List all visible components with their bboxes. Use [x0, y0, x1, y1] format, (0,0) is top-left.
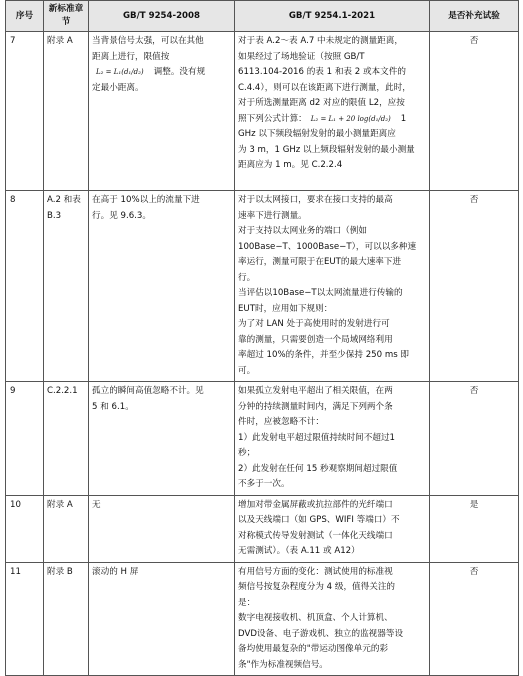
row-clause: 附录 A — [44, 32, 89, 191]
text-line: 如果经过了场地验证（按照 GB/T — [238, 51, 365, 62]
table-row — [6, 32, 519, 191]
row-new-text — [235, 382, 430, 496]
row-old-text — [89, 495, 235, 562]
text-line: 靠的测量，只需要创造一个局域网络利用 — [238, 334, 393, 345]
text-line: 1 — [400, 113, 407, 124]
text-line: 是： — [238, 597, 256, 608]
text-line: 对称模式传导发射测试（一体化天线端口 — [238, 530, 393, 541]
table-row — [6, 495, 519, 562]
text-line: 100Base−T、1000Base−T），可以以多种速 — [238, 241, 417, 252]
comparison-table — [5, 0, 519, 676]
text-line: 在高于 10%以上的流量下进 — [92, 195, 200, 205]
text-line: 数字电视接收机、机顶盒、个人计算机、 — [238, 613, 393, 623]
text-line: 为 3 m，1 GHz 以上频段辐射发射的最小测量 — [238, 144, 415, 155]
text-line: 以及天线端口（如 GPS、WIFI 等端口）不 — [238, 515, 400, 525]
text-line: 率超过 10%的条件，并至少保持 250 ms 即 — [238, 350, 409, 360]
header-extra-test: 是否补充试验 — [430, 1, 519, 32]
text-line: EUT时，应用如下规则： — [238, 303, 333, 314]
text-line: 不多于一次。 — [238, 479, 290, 489]
text-line: 件时，应被忽略不计： — [238, 417, 324, 427]
row-old-text — [89, 32, 235, 191]
row-new-text — [235, 562, 430, 676]
row-extra: 否 — [430, 562, 519, 676]
row-clause: 附录 A — [44, 495, 89, 562]
text-line: DVD设备、电子游戏机、独立的监视器等设 — [238, 628, 404, 639]
table-header-row — [6, 1, 519, 32]
old-formula: L₂ = L₁(d₁/d₂) — [96, 68, 144, 76]
formula-line — [92, 65, 231, 81]
row-clause: 附录 B — [44, 562, 89, 676]
row-no: 11 — [6, 562, 44, 676]
text-line: 为了对 LAN 处于高使用时的发射进行可 — [238, 319, 390, 329]
text-line: 备均使用最复杂的"带运动图像单元的彩 — [238, 644, 389, 654]
text-line: 距离上进行，限值按 — [92, 51, 170, 62]
text-line: 有用信号方面的变化：测试使用的标准视 — [238, 566, 393, 577]
text-line: 条"作为标准视频信号。 — [238, 659, 328, 670]
text-line: 调整。没有规 — [153, 67, 206, 77]
table-row — [6, 562, 519, 676]
formula-line — [238, 112, 426, 128]
text-line: 速率下进行测量。 — [238, 210, 307, 221]
text-line: 距离应为 1 m。见 C.2.2.4 — [238, 160, 343, 170]
row-extra: 否 — [430, 32, 519, 191]
text-line: GHz 以下频段辐射发射的最小测量距离应 — [238, 129, 396, 139]
text-line: 增加对带金属屏蔽或抗拉部件的光纤端口 — [238, 499, 393, 510]
text-line: 孤立的瞬间高值忽略不计。见 — [92, 386, 204, 396]
header-new-standard: GB/T 9254.1-2021 — [235, 1, 430, 32]
new-formula: L₂ = L₁ + 20 log(d₁/d₂) — [310, 114, 391, 123]
row-old-text — [89, 382, 235, 496]
comparison-table-wrapper — [5, 0, 518, 676]
text-line: 分钟的持续测量时间内，满足下列两个条 — [238, 401, 393, 412]
row-no: 10 — [6, 495, 44, 562]
text-line: 行。 — [238, 272, 256, 283]
row-new-text — [235, 32, 430, 191]
row-extra: 是 — [430, 495, 519, 562]
text-line: 无需测试）。（表 A.11 或 A12） — [238, 546, 360, 556]
text-line: 滚动的 H 屏 — [92, 566, 139, 577]
text-line: 如果孤立发射电平超出了相关限值，在两 — [238, 386, 393, 396]
text-line: 6113.104-2016 的表 1 和表 2 或本文件的 — [238, 67, 406, 77]
table-row — [6, 191, 519, 382]
text-line: 行。见 9.6.3。 — [92, 210, 151, 221]
text-line: C.4.4），则可以在该距离下进行测量，此时， — [238, 82, 411, 93]
text-line: 对于表 A.2～表 A.7 中未规定的测量距离， — [238, 36, 403, 46]
row-new-text — [235, 191, 430, 382]
text-line: 可。 — [238, 365, 256, 376]
text-line: 对于以太网接口，要求在接口支持的最高 — [238, 195, 393, 205]
text-line: 无 — [92, 499, 101, 510]
row-old-text — [89, 191, 235, 382]
text-line: 2）此发射在任何 15 秒观察期间超过限值 — [238, 463, 398, 474]
text-line: 秒； — [238, 448, 256, 458]
text-line: 1）此发射电平超过限值持续时间不超过1 — [238, 432, 396, 443]
text-line: 对于支持以太网业务的端口（例如 — [238, 226, 367, 236]
row-no: 8 — [6, 191, 44, 382]
row-extra: 否 — [430, 191, 519, 382]
row-old-text — [89, 562, 235, 676]
text-line: 照下列公式计算： — [238, 113, 307, 124]
text-line: 5 和 6.1。 — [92, 401, 134, 412]
header-clause: 新标准章节 — [44, 1, 89, 32]
row-no: 7 — [6, 32, 44, 191]
table-row — [6, 382, 519, 496]
text-line: 频信号按复杂程度分为 4 级，值得关注的 — [238, 582, 396, 592]
row-clause: A.2 和表 B.3 — [44, 191, 89, 382]
row-no: 9 — [6, 382, 44, 496]
header-old-standard: GB/T 9254-2008 — [89, 1, 235, 32]
text-line: 对于所选测量距离 d2 对应的限值 L2，应按 — [238, 98, 405, 108]
text-line: 定最小距离。 — [92, 82, 144, 93]
row-new-text — [235, 495, 430, 562]
text-line: 当评估以10Base−T以太网流量进行传输的 — [238, 288, 403, 298]
row-extra: 否 — [430, 382, 519, 496]
text-line: 率运行，测量可限于在EUT的最大速率下进 — [238, 257, 402, 267]
row-clause: C.2.2.1 — [44, 382, 89, 496]
text-line: 当背景信号太强，可以在其他 — [92, 36, 204, 46]
header-no: 序号 — [6, 1, 44, 32]
